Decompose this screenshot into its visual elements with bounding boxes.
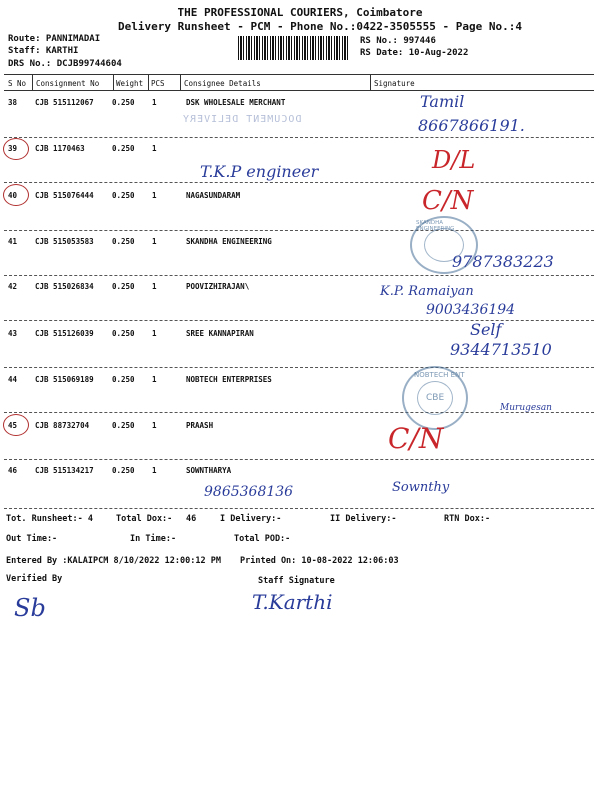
signature-44: Murugesan <box>500 403 552 413</box>
rs-number: RS No.: 997446 <box>360 36 436 46</box>
col-consignment: Consignment No <box>36 79 100 88</box>
total-pod: Total POD:- <box>234 534 291 544</box>
handwritten-phone-46: 9865368136 <box>204 484 294 500</box>
row-42-sno: 42 <box>8 282 18 291</box>
row-39-weight: 0.250 <box>112 144 135 153</box>
row-46-consignment: CJB 515134217 <box>35 466 94 475</box>
row-46-pcs: 1 <box>152 466 157 475</box>
row-40-consignee: NAGASUNDARAM <box>186 191 241 200</box>
handwritten-name-39: T.K.P engineer <box>200 162 319 181</box>
row-44-weight: 0.250 <box>112 375 135 384</box>
row-45-consignee: PRAASH <box>186 421 214 430</box>
handwritten-phone-42: 9003436194 <box>426 302 516 318</box>
total-dox-value: 46 <box>186 514 197 524</box>
row-39-sno: 39 <box>8 144 18 153</box>
row-38-weight: 0.250 <box>112 98 135 107</box>
out-time: Out Time:- <box>6 534 58 544</box>
row-45-weight: 0.250 <box>112 421 135 430</box>
row-43-consignee: SREE KANNAPIRAN <box>186 329 254 338</box>
row-43-weight: 0.250 <box>112 329 135 338</box>
row-38-consignment: CJB 515112067 <box>35 98 94 107</box>
col-sno: S No <box>8 79 27 88</box>
ghost-stamp-text: DOCUMENT DELIVERY <box>182 114 302 125</box>
company-stamp: NOBTECH ENT CBE <box>402 366 468 430</box>
verified-signature: Sb <box>14 594 46 622</box>
signature-38: Tamil <box>420 92 465 111</box>
signature-42: K.P. Ramaiyan <box>380 284 474 299</box>
row-43-sno: 43 <box>8 329 18 338</box>
handwritten-phone-38: 8667866191. <box>418 116 525 135</box>
company-stamp: SKANDHA ENGINEERING <box>410 216 478 274</box>
signature-46: Sownthy <box>392 480 450 495</box>
row-38-consignee: DSK WHOLESALE MERCHANT <box>186 98 286 107</box>
handwritten-phone-43: 9344713510 <box>450 340 552 359</box>
row-44-pcs: 1 <box>152 375 157 384</box>
row-39-consignment: CJB 1170463 <box>35 144 85 153</box>
in-time: In Time:- <box>130 534 177 544</box>
row-40-pcs: 1 <box>152 191 157 200</box>
ii-delivery: II Delivery:- <box>330 514 397 524</box>
row-40-consignment: CJB 515076444 <box>35 191 94 200</box>
rs-date: RS Date: 10-Aug-2022 <box>360 48 469 58</box>
row-42-weight: 0.250 <box>112 282 135 291</box>
row-40-weight: 0.250 <box>112 191 135 200</box>
signature-43: Self <box>470 320 502 339</box>
staff-signature-label: Staff Signature <box>258 576 335 586</box>
staff-signature: T.Karthi <box>252 590 333 614</box>
rtn-dox: RTN Dox:- <box>444 514 491 524</box>
header-bottom-rule <box>4 90 594 91</box>
route-label: Route: PANNIMADAI <box>8 34 101 44</box>
row-41-consignment: CJB 515053583 <box>35 237 94 246</box>
row-42-pcs: 1 <box>152 282 157 291</box>
col-signature: Signature <box>374 79 415 88</box>
table-top-rule <box>4 74 594 75</box>
col-pcs: PCS <box>151 79 165 88</box>
row-38-sno: 38 <box>8 98 18 107</box>
row-41-weight: 0.250 <box>112 237 135 246</box>
row-41-pcs: 1 <box>152 237 157 246</box>
col-weight: Weight <box>116 79 144 88</box>
delivery-mark-45: C/N <box>388 422 444 455</box>
row-42-consignment: CJB 515026834 <box>35 282 94 291</box>
row-46-weight: 0.250 <box>112 466 135 475</box>
handwritten-phone-41: 9787383223 <box>452 252 554 271</box>
row-46-consignee: SOWNTHARYA <box>186 466 232 475</box>
row-43-consignment: CJB 515126039 <box>35 329 94 338</box>
staff-label: Staff: KARTHI <box>8 46 79 56</box>
total-dox-label: Total Dox:- <box>116 514 173 524</box>
barcode <box>238 36 350 60</box>
pen-circle-45 <box>3 414 29 436</box>
row-42-consignee: POOVIZHIRAJAN\ <box>186 282 250 291</box>
company-title: THE PROFESSIONAL COURIERS, Coimbatore <box>177 6 423 19</box>
row-41-consignee: SKANDHA ENGINEERING <box>186 237 272 246</box>
row-38-pcs: 1 <box>152 98 157 107</box>
pen-circle-40 <box>3 184 29 206</box>
row-39-pcs: 1 <box>152 144 157 153</box>
drs-number: DRS No.: DCJB99744604 <box>8 59 122 69</box>
row-45-consignment: CJB 88732704 <box>35 421 90 430</box>
row-44-consignee: NOBTECH ENTERPRISES <box>186 375 272 384</box>
row-44-consignment: CJB 515069189 <box>35 375 94 384</box>
pen-circle-39 <box>3 138 29 160</box>
printed-on: Printed On: 10-08-2022 12:06:03 <box>240 556 399 566</box>
tot-runsheet: Tot. Runsheet:- 4 <box>6 514 93 524</box>
delivery-mark-40: C/N <box>422 186 474 216</box>
i-delivery: I Delivery:- <box>220 514 282 524</box>
delivery-mark-39: D/L <box>432 146 476 174</box>
verified-by: Verified By <box>6 574 63 584</box>
row-44-sno: 44 <box>8 375 18 384</box>
row-43-pcs: 1 <box>152 329 157 338</box>
row-45-sno: 45 <box>8 421 18 430</box>
row-41-sno: 41 <box>8 237 18 246</box>
row-45-pcs: 1 <box>152 421 157 430</box>
row-46-sno: 46 <box>8 466 18 475</box>
col-consignee: Consignee Details <box>184 79 261 88</box>
runsheet-title: Delivery Runsheet - PCM - Phone No.:0422-3505555 - Page No.:4 <box>118 20 522 33</box>
entered-by: Entered By :KALAIPCM 8/10/2022 12:00:12 PM <box>6 556 221 566</box>
row-40-sno: 40 <box>8 191 18 200</box>
